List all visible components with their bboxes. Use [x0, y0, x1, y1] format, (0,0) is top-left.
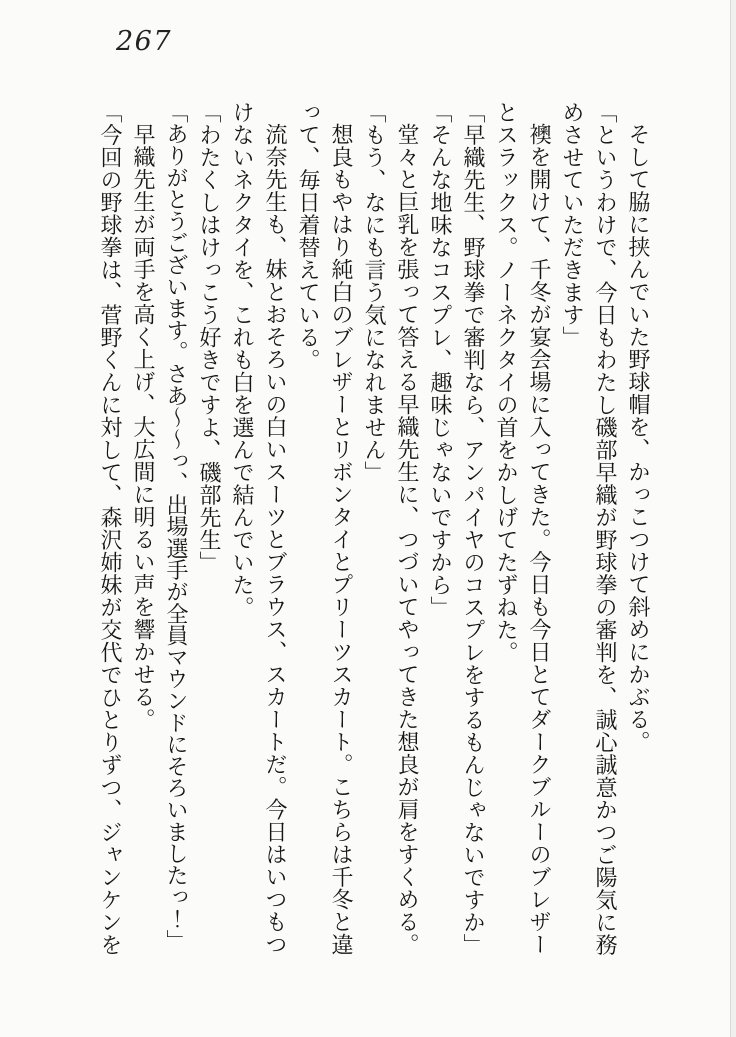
page-number: 267 — [116, 26, 173, 57]
paragraph: 「ありがとうございます。さあ～～っ、出場選手が全員マウンドにそろいましたっ！」 — [163, 101, 188, 952]
paragraph: 「早織先生、野球拳で審判なら、アンパイヤのコスプレをするもんじゃないですか」 — [460, 101, 485, 956]
paragraph: 想良もやはり純白のブレザーとリボンタイとプリーツスカート。こちらは千冬と違って、毎日着替えている。 — [295, 101, 353, 956]
paragraph: 堂々と巨乳を張って答える早織先生に、つづいてやってきた想良が肩をすくめる。 — [394, 123, 419, 956]
page-scan-edge — [730, 0, 736, 1037]
paragraph: 襖を開けて、千冬が宴会場に入ってきた。今日も今日とてダークブルーのブレザーとスラックス。ノーネクタイの首をかしげてたずねた。 — [493, 101, 551, 956]
text-block — [93, 101, 654, 963]
paragraph: 「というわけで、今日もわたし磯部早織が野球拳の審判を、誠心誠意かつご陽気に務めさせていただきます」 — [559, 101, 617, 956]
paragraph: そして脇に挟んでいた野球帽を、かっこつけて斜めにかぶる。 — [625, 123, 650, 753]
paragraph: 流奈先生も、妹とおそろいの白いスーツとブラウス、スカートだ。今日はいつもつけないネクタイを、これも白を選んで結んでいた。 — [229, 101, 287, 956]
paragraph: 「わたくしはけっこう好きですよ、磯部先生」 — [196, 101, 221, 574]
paragraph: 「そんな地味なコスプレ、趣味じゃないですから」 — [427, 101, 452, 619]
paragraph: 「もう、なにも言う気になれません」 — [361, 101, 386, 484]
paragraph: 早織先生が両手を高く上げ、大広間に明るい声を響かせる。 — [130, 123, 155, 731]
paragraph: 「今回の野球拳は、菅野くんに対して、森沢姉妹が交代でひとりずつ、ジャンケンを — [97, 101, 122, 956]
